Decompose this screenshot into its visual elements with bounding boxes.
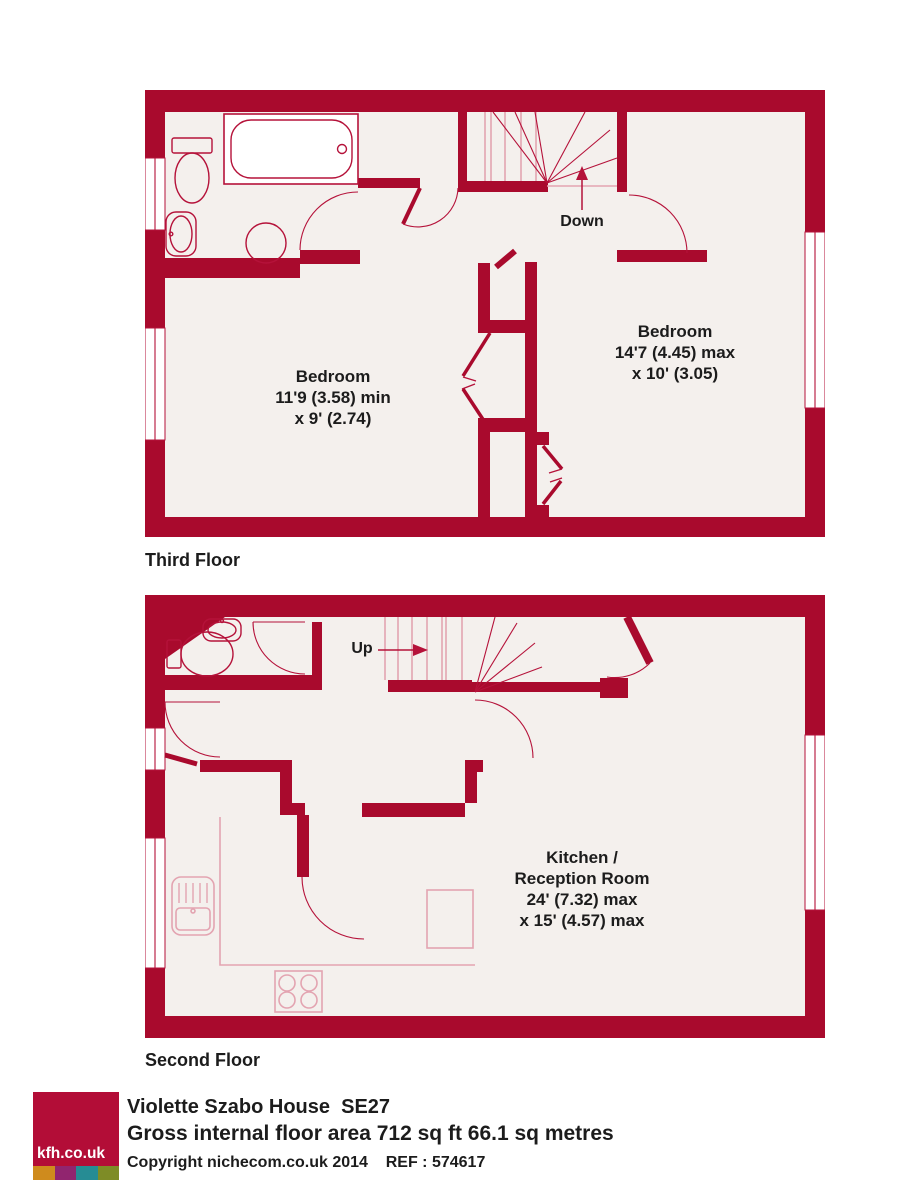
logo-strip-purple [55, 1166, 77, 1180]
window [145, 728, 165, 770]
kfh-logo [33, 1092, 119, 1166]
logo-strip-olive [98, 1166, 120, 1180]
room-dimension: x 9' (2.74) [294, 409, 372, 428]
room-dimension: 11'9 (3.58) min [275, 388, 391, 407]
copyright-line: Copyright nichecom.co.uk 2014 REF : 574617 [127, 1154, 486, 1171]
window [145, 838, 165, 968]
room-label-kitchen-reception [482, 847, 682, 931]
bathtub [224, 114, 358, 184]
room-name: Bedroom [637, 322, 713, 341]
window [145, 328, 165, 440]
second-floor-label: Second Floor [145, 1050, 261, 1070]
kfh-logo-color-strip [33, 1166, 119, 1180]
third-floor-label: Third Floor [145, 550, 240, 570]
room-name: Reception Room [514, 869, 650, 888]
window [805, 232, 825, 408]
room-dimension: 14'7 (4.45) max [614, 343, 736, 362]
down-label: Down [560, 213, 604, 230]
floor-area-line: Gross internal floor area 712 sq ft 66.1 sq metres [127, 1122, 614, 1145]
room-name: Kitchen / [546, 848, 618, 867]
room-label-bedroom-left [233, 366, 433, 429]
room-dimension: 24' (7.32) max [526, 890, 638, 909]
second-floor-interior [145, 595, 825, 1038]
up-label: Up [351, 640, 373, 657]
room-dimension: x 10' (3.05) [631, 364, 719, 383]
room-dimension: x 15' (4.57) max [519, 911, 645, 930]
window [145, 158, 165, 230]
kfh-logo-text: kfh.co.uk [37, 1145, 106, 1162]
property-title: Violette Szabo House SE27 [127, 1096, 391, 1118]
third-floor-plan [145, 90, 825, 537]
room-label-bedroom-right [575, 321, 775, 384]
window [805, 735, 825, 910]
logo-strip-teal [76, 1166, 98, 1180]
logo-strip-orange [33, 1166, 55, 1180]
second-floor-plan [145, 595, 825, 1038]
room-name: Bedroom [295, 367, 371, 386]
